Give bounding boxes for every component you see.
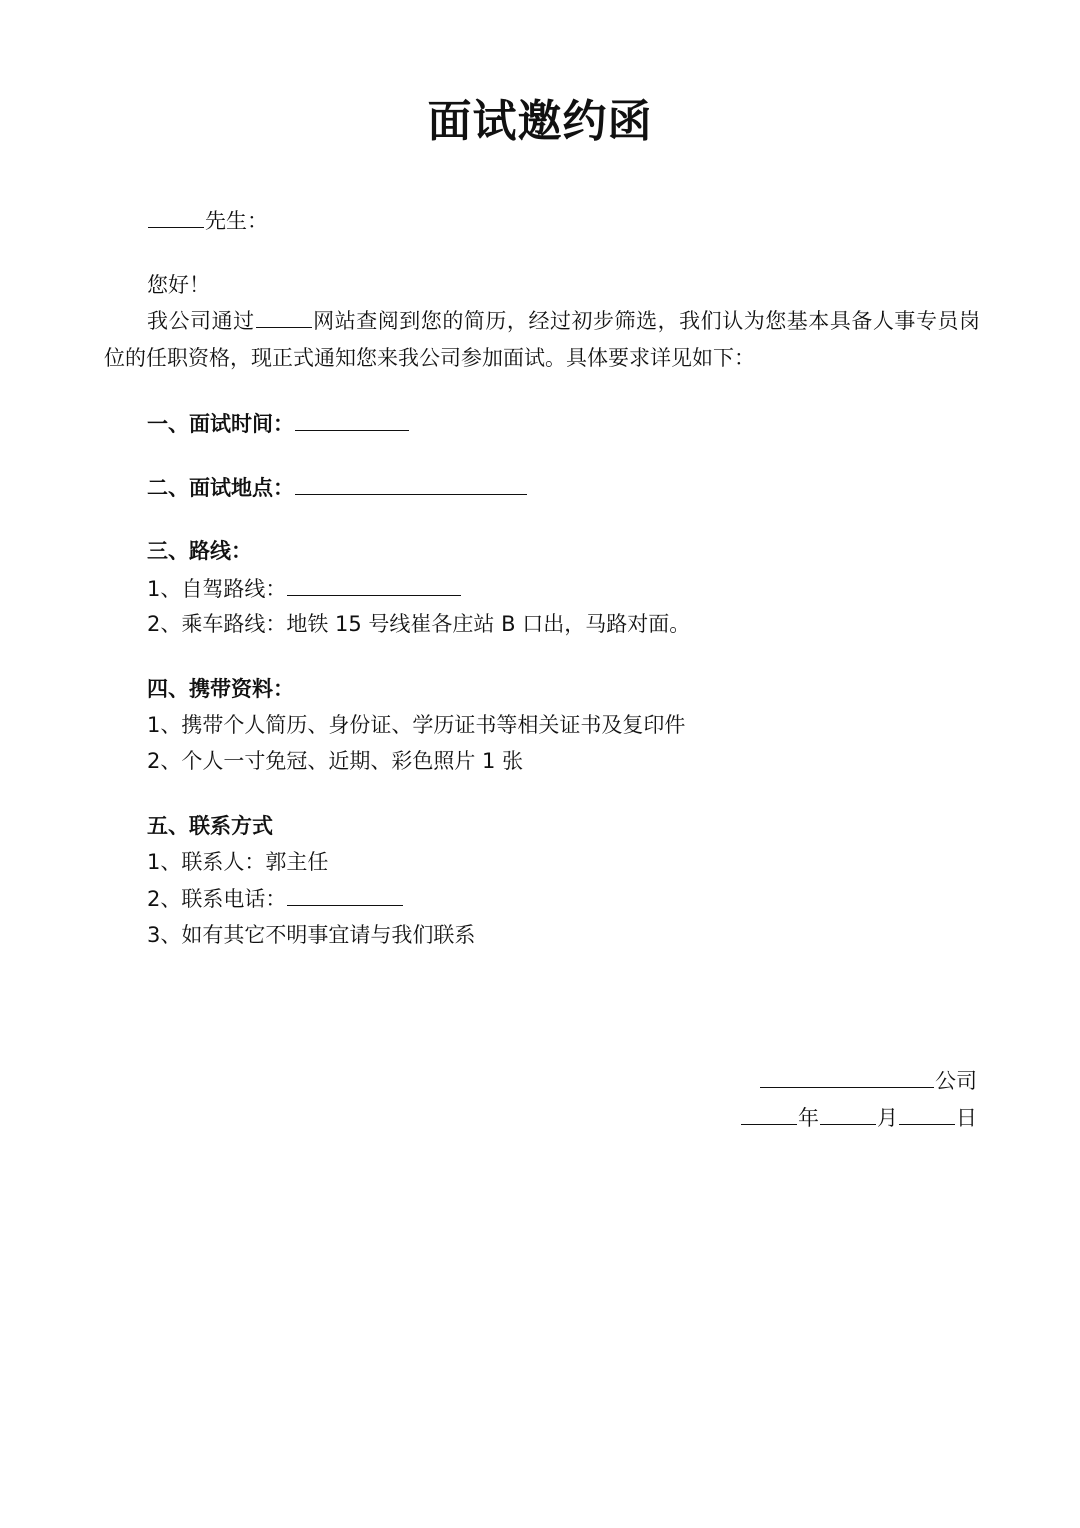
salutation-suffix: 先生： (205, 209, 268, 233)
driving-route-blank[interactable] (287, 573, 461, 596)
month-label: 月 (877, 1106, 898, 1130)
section-contact-heading: 五、联系方式 (147, 814, 273, 838)
salutation (147, 205, 268, 236)
signature-company (759, 1065, 977, 1096)
website-blank[interactable] (256, 305, 312, 328)
month-blank[interactable] (820, 1102, 876, 1125)
list-item-label: 2、联系电话： (147, 887, 287, 911)
interview-time-blank[interactable] (295, 408, 409, 431)
route-transit: 2、乘车路线：地铁 15 号线崔各庄站 B 口出，马路对面。 (147, 612, 691, 636)
list-item: 2、个人一寸免冠、近期、彩色照片 1 张 (147, 749, 524, 773)
list-item: 1、携带个人简历、身份证、学历证书等相关证书及复印件 (147, 713, 686, 737)
name-blank[interactable] (148, 205, 204, 228)
greeting: 您好！ (147, 273, 210, 297)
list-item-label: 1、自驾路线： (147, 577, 287, 601)
section-interview-location (147, 472, 528, 503)
section-heading: 二、面试地点： (147, 476, 294, 500)
interview-location-blank[interactable] (295, 472, 527, 495)
section-route-heading: 三、路线： (147, 539, 252, 563)
company-name-blank[interactable] (760, 1065, 934, 1088)
list-item: 3、如有其它不明事宜请与我们联系 (147, 923, 476, 947)
phone-blank[interactable] (287, 883, 403, 906)
intro-paragraph (104, 303, 980, 377)
section-materials-heading: 四、携带资料： (147, 677, 294, 701)
year-blank[interactable] (741, 1102, 797, 1125)
signature-date (740, 1102, 977, 1133)
route-driving (147, 573, 462, 604)
page-title: 面试邀约函 (427, 96, 653, 147)
year-label: 年 (798, 1106, 819, 1130)
intro-part2: 网站查阅到您的简历，经过初步筛选，我们认为您基本具备人事专员岗位的任职资格，现正式通知您来我公司参加面试。具体要求详见如下： (104, 309, 980, 370)
day-label: 日 (956, 1106, 977, 1130)
day-blank[interactable] (899, 1102, 955, 1125)
section-heading: 一、面试时间： (147, 412, 294, 436)
contact-person: 1、联系人：郭主任 (147, 850, 329, 874)
contact-phone (147, 883, 404, 914)
company-suffix: 公司 (935, 1069, 977, 1093)
section-interview-time (147, 408, 410, 439)
intro-part1: 我公司通过 (147, 309, 255, 333)
